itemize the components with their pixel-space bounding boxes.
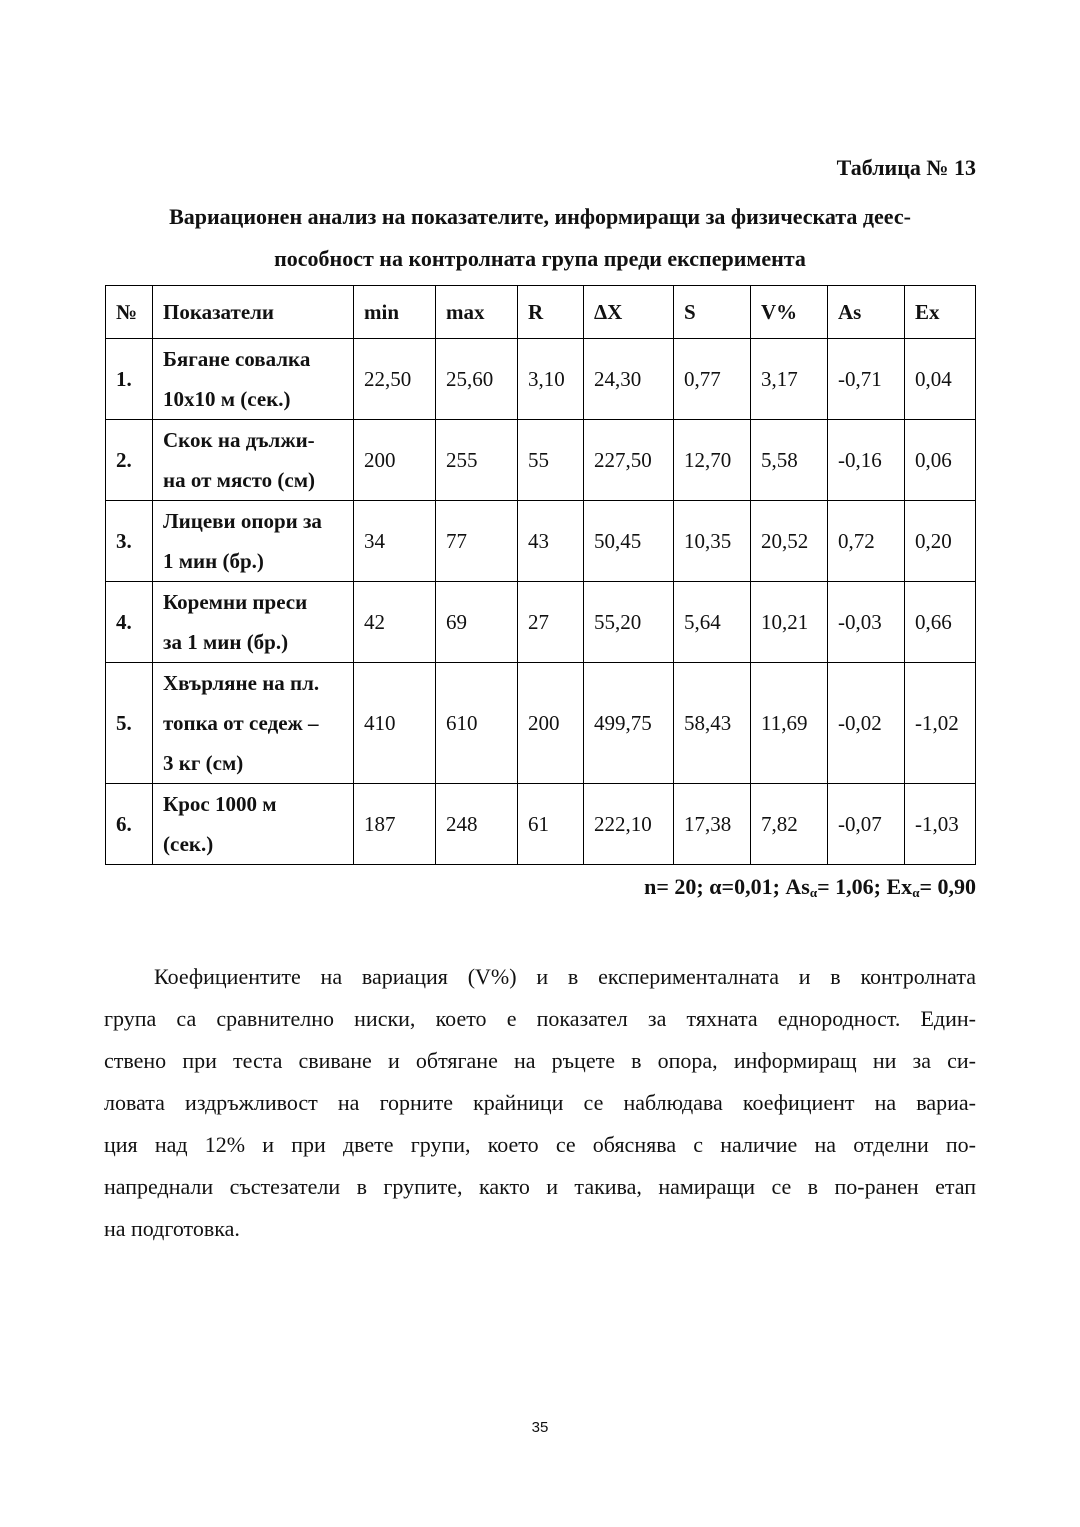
column-header: Показатели bbox=[153, 286, 354, 339]
indicator-line: Скок на дължи- bbox=[163, 428, 315, 452]
as-label: As bbox=[785, 874, 810, 899]
body-paragraph bbox=[104, 956, 976, 1250]
indicator-line: 10х10 м (сек.) bbox=[163, 387, 291, 411]
cell-mean: 50,45 bbox=[584, 501, 674, 582]
indicator-line: Хвърляне на пл. bbox=[163, 671, 320, 695]
cell-s: 58,43 bbox=[674, 663, 751, 784]
cell-ex: 0,04 bbox=[905, 339, 976, 420]
cell-s: 17,38 bbox=[674, 784, 751, 865]
cell-mean: 222,10 bbox=[584, 784, 674, 865]
column-header: S bbox=[674, 286, 751, 339]
column-header: min bbox=[354, 286, 436, 339]
excess-critical bbox=[887, 874, 977, 899]
row-number: 1. bbox=[106, 339, 153, 420]
cell-max: 25,60 bbox=[436, 339, 518, 420]
cell-r: 3,10 bbox=[518, 339, 584, 420]
cell-max: 248 bbox=[436, 784, 518, 865]
cell-ex: -1,02 bbox=[905, 663, 976, 784]
paragraph-line: ция над 12% и при двете групи, което се обяснява с наличие на отделни по- bbox=[104, 1132, 976, 1157]
cell-ex: 0,66 bbox=[905, 582, 976, 663]
column-header: As bbox=[828, 286, 905, 339]
cell-as: 0,72 bbox=[828, 501, 905, 582]
paragraph-line: Коефициентите на вариация (V%) и в експерименталната и в контролната bbox=[154, 964, 976, 989]
table-row bbox=[106, 784, 976, 865]
indicator-line: Коремни преси bbox=[163, 590, 308, 614]
indicator-line: 1 мин (бр.) bbox=[163, 549, 264, 573]
page-number: 35 bbox=[531, 1419, 549, 1436]
cell-s: 10,35 bbox=[674, 501, 751, 582]
cell-as: -0,07 bbox=[828, 784, 905, 865]
cell-max: 77 bbox=[436, 501, 518, 582]
indicator-cell bbox=[153, 663, 354, 784]
row-number: 6. bbox=[106, 784, 153, 865]
indicator-cell bbox=[153, 582, 354, 663]
cell-r: 61 bbox=[518, 784, 584, 865]
indicator-line: 3 кг (см) bbox=[163, 751, 244, 775]
cell-r: 27 bbox=[518, 582, 584, 663]
column-header: max bbox=[436, 286, 518, 339]
table-title bbox=[104, 196, 976, 280]
cell-max: 610 bbox=[436, 663, 518, 784]
indicator-line: Крос 1000 м bbox=[163, 792, 277, 816]
column-header: ΔX bbox=[584, 286, 674, 339]
cell-max: 255 bbox=[436, 420, 518, 501]
table-title-line: пособност на контролната група преди експеримента bbox=[274, 246, 806, 271]
table-number: Таблица № 13 bbox=[836, 155, 976, 180]
cell-mean: 55,20 bbox=[584, 582, 674, 663]
table-row bbox=[106, 501, 976, 582]
cell-v: 5,58 bbox=[751, 420, 828, 501]
indicator-cell bbox=[153, 784, 354, 865]
table-title-line: Вариационен анализ на показателите, информиращи за физическата деес- bbox=[169, 204, 911, 229]
statistics-table bbox=[105, 285, 976, 865]
cell-as: -0,71 bbox=[828, 339, 905, 420]
indicator-cell bbox=[153, 420, 354, 501]
indicator-line: на от място (см) bbox=[163, 468, 316, 492]
cell-r: 55 bbox=[518, 420, 584, 501]
cell-ex: -1,03 bbox=[905, 784, 976, 865]
cell-v: 11,69 bbox=[751, 663, 828, 784]
cell-s: 5,64 bbox=[674, 582, 751, 663]
indicator-line: Лицеви опори за bbox=[163, 509, 322, 533]
cell-s: 12,70 bbox=[674, 420, 751, 501]
row-number: 4. bbox=[106, 582, 153, 663]
as-value: = 1,06; bbox=[817, 874, 881, 899]
cell-max: 69 bbox=[436, 582, 518, 663]
ex-subscript: α bbox=[912, 885, 920, 900]
indicator-cell bbox=[153, 339, 354, 420]
cell-r: 200 bbox=[518, 663, 584, 784]
cell-mean: 499,75 bbox=[584, 663, 674, 784]
statistics-note bbox=[644, 874, 976, 901]
ex-value: = 0,90 bbox=[919, 874, 976, 899]
ex-label: Ex bbox=[886, 874, 913, 899]
paragraph-line: група са сравнително ниски, което е показател за тяхната еднородност. Един- bbox=[104, 1006, 976, 1031]
column-header: Ex bbox=[905, 286, 976, 339]
cell-min: 34 bbox=[354, 501, 436, 582]
paragraph-line: ловата издръжливост на горните крайници се наблюдава коефициент на вариа- bbox=[104, 1090, 976, 1115]
cell-min: 200 bbox=[354, 420, 436, 501]
as-subscript: α bbox=[809, 885, 818, 900]
column-header: V% bbox=[751, 286, 828, 339]
paragraph-line: ствено при теста свиване и обтягане на ръцете в опора, информиращ ни за си- bbox=[104, 1048, 976, 1073]
sample-size: n= 20; bbox=[644, 874, 704, 899]
indicator-line: топка от седеж – bbox=[163, 711, 319, 735]
table-row bbox=[106, 582, 976, 663]
cell-ex: 0,06 bbox=[905, 420, 976, 501]
row-number: 3. bbox=[106, 501, 153, 582]
cell-v: 20,52 bbox=[751, 501, 828, 582]
cell-v: 10,21 bbox=[751, 582, 828, 663]
paragraph-line: на подготовка. bbox=[104, 1216, 240, 1241]
table-row bbox=[106, 339, 976, 420]
cell-min: 187 bbox=[354, 784, 436, 865]
table-row bbox=[106, 420, 976, 501]
table-header-row bbox=[106, 286, 976, 339]
indicator-cell bbox=[153, 501, 354, 582]
row-number: 2. bbox=[106, 420, 153, 501]
cell-s: 0,77 bbox=[674, 339, 751, 420]
cell-as: -0,02 bbox=[828, 663, 905, 784]
cell-min: 42 bbox=[354, 582, 436, 663]
column-header: R bbox=[518, 286, 584, 339]
cell-mean: 24,30 bbox=[584, 339, 674, 420]
cell-v: 3,17 bbox=[751, 339, 828, 420]
cell-mean: 227,50 bbox=[584, 420, 674, 501]
asymmetry-critical bbox=[785, 874, 881, 899]
cell-as: -0,16 bbox=[828, 420, 905, 501]
cell-min: 410 bbox=[354, 663, 436, 784]
row-number: 5. bbox=[106, 663, 153, 784]
alpha-level: α=0,01; bbox=[709, 874, 780, 899]
cell-min: 22,50 bbox=[354, 339, 436, 420]
paragraph-line: напреднали състезатели в групите, както и такива, намиращи се в по-ранен етап bbox=[104, 1174, 976, 1199]
cell-r: 43 bbox=[518, 501, 584, 582]
cell-as: -0,03 bbox=[828, 582, 905, 663]
indicator-line: Бягане совалка bbox=[163, 347, 311, 371]
indicator-line: (сек.) bbox=[163, 832, 214, 856]
indicator-line: за 1 мин (бр.) bbox=[163, 630, 289, 654]
column-header: № bbox=[106, 286, 153, 339]
cell-v: 7,82 bbox=[751, 784, 828, 865]
table-row bbox=[106, 663, 976, 784]
cell-ex: 0,20 bbox=[905, 501, 976, 582]
